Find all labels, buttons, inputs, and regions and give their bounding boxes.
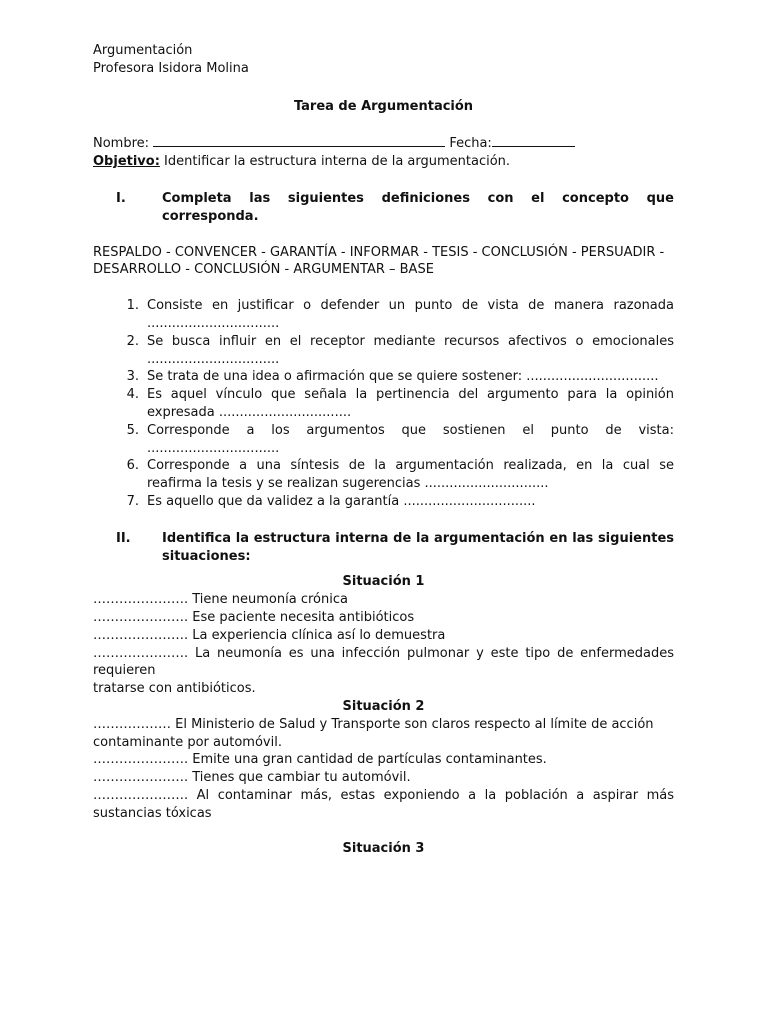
teacher-name: Profesora Isidora Molina: [93, 60, 249, 76]
situation-1-line: tratarse con antibióticos.: [93, 681, 256, 697]
list-item: [93, 368, 674, 386]
situation-2-line: …………………. Emite una gran cantidad de partículas contaminantes.: [93, 752, 547, 768]
word-bank: RESPALDO - CONVENCER - GARANTÍA - INFORMAR - TESIS - CONCLUSIÓN - PERSUADIR - DESARROLLO - CONCLUSIÓN - ARGUMENTAR – BASE: [93, 244, 665, 278]
item-text: Se busca influir en el receptor mediante recursos afectivos o emocionales ................................: [147, 333, 674, 367]
situation-2-title: Situación 2: [342, 698, 425, 714]
item-text: Consiste en justificar o defender un punto de vista de manera razonada ................................: [147, 298, 674, 331]
list-item: [93, 297, 674, 333]
name-label: Nombre:: [93, 136, 150, 152]
list-item: [93, 422, 674, 458]
list-item: [93, 493, 674, 511]
section-2-number: II.: [116, 530, 131, 546]
list-item: [93, 457, 674, 493]
section-1-number: I.: [116, 190, 126, 206]
situation-1-title: Situación 1: [342, 574, 425, 590]
objective-text: Identificar la estructura interna de la argumentación.: [159, 154, 511, 170]
course-name: Argumentación: [93, 43, 193, 58]
item-number: 2.: [126, 333, 139, 349]
section-1-heading: [93, 190, 674, 226]
situation-2-line: …………………. Al contaminar más, estas exponiendo a la población a aspirar más sustancias tóxicas: [93, 787, 674, 821]
section-1-instructions: Completa las siguientes definiciones con el concepto que corresponda.: [162, 190, 674, 224]
worksheet-title: Tarea de Argumentación: [293, 98, 474, 114]
situation-1-line: …………………. La experiencia clínica así lo demuestra: [93, 627, 446, 643]
item-text: Corresponde a los argumentos que sostienen el punto de vista: ................................: [147, 422, 674, 456]
situation-1-line: …………………. Ese paciente necesita antibióticos: [93, 609, 415, 625]
situation-2-line: ……………… El Ministerio de Salud y Transporte son claros respecto al límite de acción: [93, 716, 654, 732]
item-number: 4.: [126, 387, 139, 403]
item-text: Corresponde a una síntesis de la argumentación realizada, en la cual se reafirma la tesis y se realizan sugerencias ..............................: [147, 458, 674, 492]
situation-2-line: contaminante por automóvil.: [93, 734, 282, 750]
name-date-row: [93, 134, 674, 153]
situation-3-title: Situación 3: [342, 841, 425, 857]
date-blank-line[interactable]: [492, 134, 575, 147]
list-item: [93, 333, 674, 369]
item-number: 7.: [126, 493, 139, 509]
section-2-heading: [93, 530, 674, 566]
item-text: Es aquello que da validez a la garantía ................................: [147, 493, 536, 509]
item-number: 6.: [126, 458, 139, 474]
item-text: Es aquel vínculo que señala la pertinencia del argumento para la opinión expresada ................................: [147, 387, 674, 420]
objective-row: [93, 153, 674, 171]
situation-2-line: …………………. Tienes que cambiar tu automóvil.: [93, 770, 411, 786]
situation-1-line: …………………. Tiene neumonía crónica: [93, 592, 348, 608]
section-2-instructions: Identifica la estructura interna de la argumentación en las siguientes situaciones:: [162, 530, 674, 564]
situation-1-line: …………………. La neumonía es una infección pulmonar y este tipo de enfermedades requieren: [93, 645, 674, 679]
objective-label: Objetivo:: [93, 154, 160, 170]
list-item: [93, 386, 674, 422]
name-blank-line[interactable]: [153, 134, 445, 147]
definitions-list: [93, 297, 674, 511]
item-text: Se trata de una idea o afirmación que se quiere sostener: ................................: [147, 369, 659, 385]
item-number: 3.: [126, 369, 139, 385]
date-label: Fecha:: [449, 136, 492, 152]
item-number: 1.: [126, 298, 139, 314]
item-number: 5.: [126, 422, 139, 438]
worksheet-page: [93, 42, 674, 858]
